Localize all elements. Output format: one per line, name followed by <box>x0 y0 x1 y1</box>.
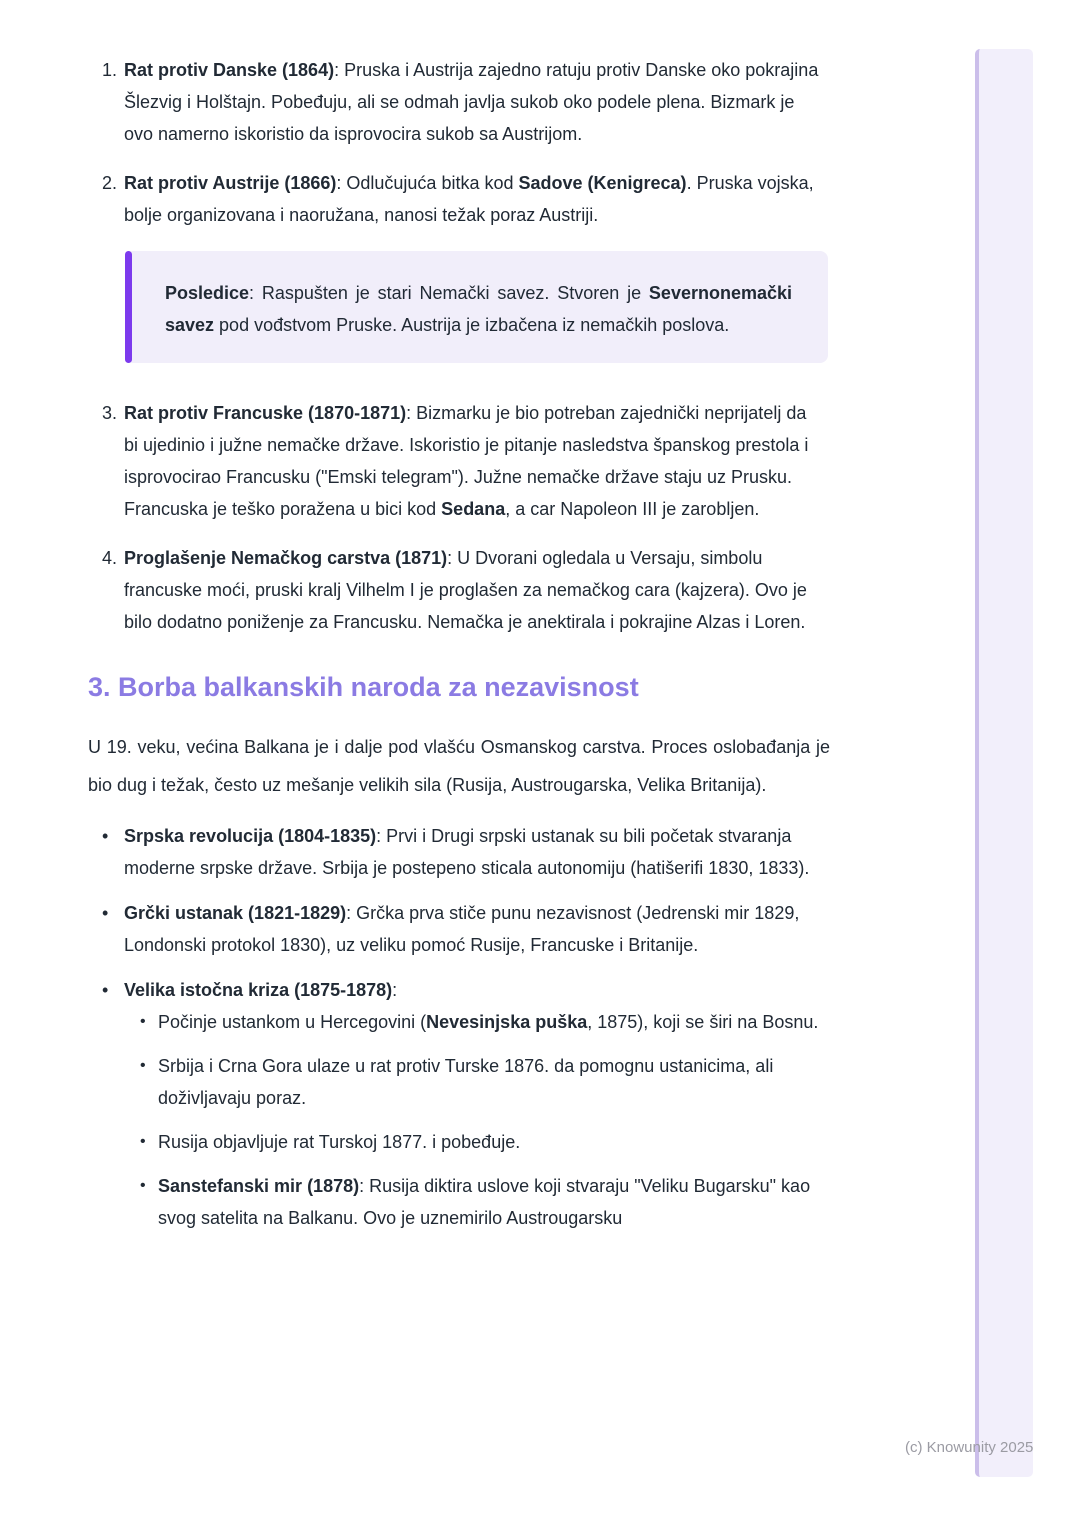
sub-bullet-text: Srbija i Crna Gora ulaze u rat protiv Turske 1876. da pomognu ustanicima, ali doživljavaju poraz. <box>158 1056 774 1108</box>
section-heading: 3. Borba balkanskih naroda za nezavisnost <box>88 672 639 702</box>
intro-paragraph: U 19. veku, većina Balkana je i dalje pod vlašću Osmanskog carstva. Proces oslobađanja je bio dug i težak, često uz mešanje velikih sila (Rusija, Austrougarska, Velika Britanija). <box>88 737 830 795</box>
numbered-item <box>88 167 830 231</box>
side-accent-strip <box>975 49 1033 1477</box>
sub-bullet-text: Počinje ustankom u Hercegovini (Nevesinjska puška, 1875), koji se širi na Bosnu. <box>158 1012 819 1032</box>
callout-box <box>125 251 828 363</box>
callout-accent-bar <box>125 251 132 363</box>
bullet-icon: • <box>140 1133 146 1150</box>
item-text: Rat protiv Francuske (1870-1871): Bizmarku je bio potreban zajednički neprijatelj da bi ujedinio i južne nemačke države. Iskoristio je pitanje nasledstva španskog prestola i isprovocirao Francusku ("Emski telegram"). Južne nemačke države staju uz Prusku. Francuska je teško poražena u bici kod Sedana, a car Napoleon III je zarobljen. <box>124 403 809 519</box>
bullet-icon: • <box>140 1013 146 1030</box>
bullet-text: Grčki ustanak (1821-1829): Grčka prva stiče punu nezavisnost (Jedrenski mir 1829, Londonski protokol 1830), uz veliku pomoć Rusije, Francuske i Britanije. <box>124 903 800 955</box>
bullet-text: Srpska revolucija (1804-1835): Prvi i Drugi srpski ustanak su bili početak stvaranja moderne srpske države. Srbija je postepeno sticala autonomiju (hatišerifi 1830, 1833). <box>124 826 810 878</box>
bullet-icon: • <box>140 1177 146 1194</box>
item-number: 4. <box>102 548 118 568</box>
sub-bullet-item <box>124 1126 824 1158</box>
bullet-lead-text: Velika istočna kriza (1875-1878): <box>124 980 398 1000</box>
item-text: Rat protiv Austrije (1866): Odlučujuća bitka kod Sadove (Kenigreca). Pruska vojska, bolje organizovana i naoružana, nanosi težak poraz Austriji. <box>124 173 814 225</box>
sub-bullet-text: Rusija objavljuje rat Turskoj 1877. i pobeđuje. <box>158 1132 521 1152</box>
bullet-item <box>88 974 830 1246</box>
sub-bullet-text: Sanstefanski mir (1878): Rusija diktira uslove koji stvaraju "Veliku Bugarsku" kao svog satelita na Balkanu. Ovo je uznemirilo Austrougarsku <box>158 1176 811 1228</box>
numbered-item <box>88 54 830 150</box>
item-number: 1. <box>102 60 118 80</box>
document-content <box>88 0 830 1259</box>
bullet-icon: • <box>102 826 109 846</box>
item-text: Proglašenje Nemačkog carstva (1871): U Dvorani ogledala u Versaju, simbolu francuske moći, pruski kralj Vilhelm I je proglašen za nemačkog cara (kajzera). Ovo je bilo dodatno poniženje za Francusku. Nemačka je anektirala i pokrajine Alzas i Loren. <box>124 548 807 632</box>
bullet-icon: • <box>102 980 109 1000</box>
sub-bullet-item <box>124 1170 824 1234</box>
bullet-icon: • <box>140 1057 146 1074</box>
numbered-item <box>88 397 830 525</box>
numbered-item <box>88 542 830 638</box>
item-number: 2. <box>102 173 118 193</box>
bullet-item <box>88 820 830 884</box>
sub-bullet-list <box>124 1006 824 1234</box>
bullet-icon: • <box>102 903 109 923</box>
footer-credit: (c) Knowunity 2025 <box>905 1439 1034 1456</box>
bullet-item <box>88 897 830 961</box>
callout-text: Posledice: Raspušten je stari Nemački savez. Stvoren je Severnonemački savez pod vođstvom Pruske. Austrija je izbačena iz nemačkih poslova. <box>165 283 792 335</box>
item-text: Rat protiv Danske (1864): Pruska i Austrija zajedno ratuju protiv Danske oko pokrajina Šlezvig i Holštajn. Pobeđuju, ali se odmah javlja sukob oko podele plena. Bizmark je ovo namerno iskoristio da isprovocira sukob sa Austrijom. <box>124 60 819 144</box>
item-number: 3. <box>102 403 118 423</box>
sub-bullet-item <box>124 1050 824 1114</box>
sub-bullet-item <box>124 1006 824 1038</box>
bullet-text <box>124 974 824 1246</box>
